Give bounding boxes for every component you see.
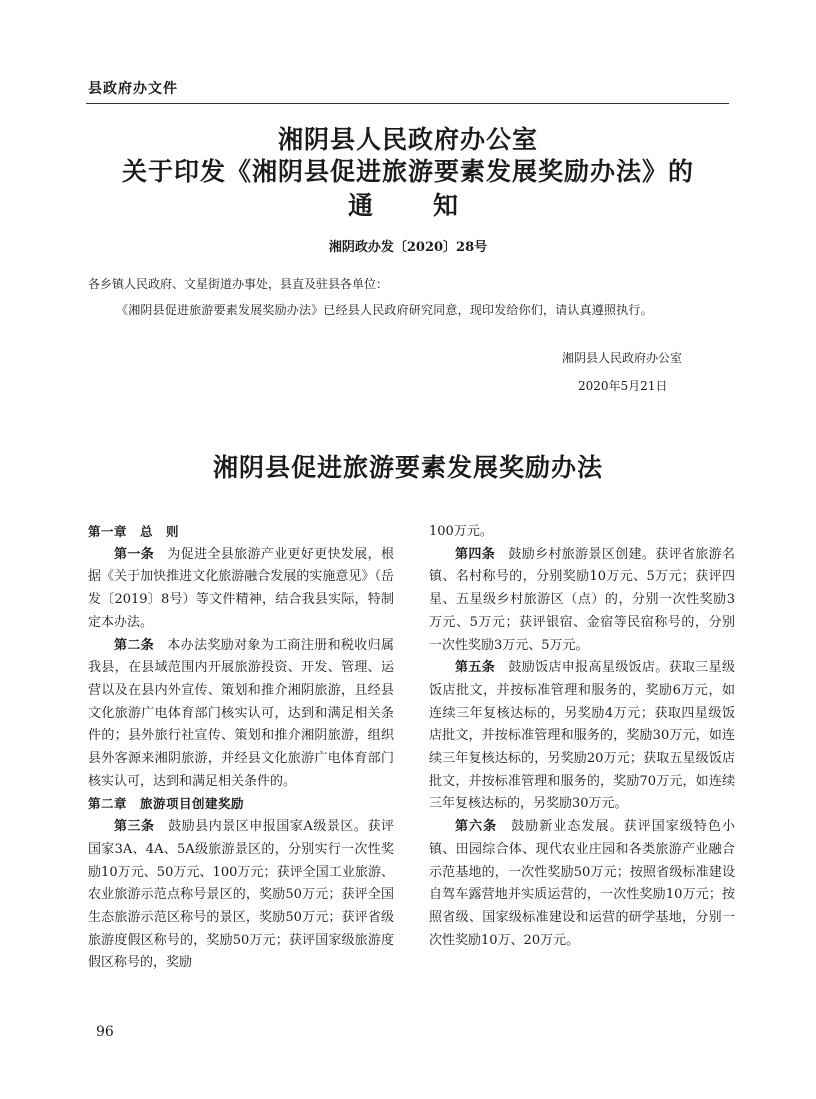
header-label: 县政府办文件 bbox=[88, 81, 178, 97]
article-text: 鼓励乡村旅游景区创建。获评省旅游名镇、名村称号的，分别奖励10万元、5万元；获评四星、五星级乡村旅游区（点）的，分别一次性奖励3万元、5万元；获评银宿、金宿等民宿称号的，分别一次性奖励3万元、5万元。 bbox=[429, 546, 735, 653]
document-number: 湘阴政办发〔2020〕28号 bbox=[328, 240, 488, 255]
recipients: 各乡镇人民政府、文星街道办事处，县直及驻县各单位： bbox=[88, 277, 389, 291]
article-label: 第六条 bbox=[455, 819, 498, 835]
notice-title-line1: 湘阴县人民政府办公室 bbox=[277, 125, 538, 154]
chapter-heading: 第二章 旅游项目创建奖励 bbox=[88, 796, 245, 812]
notice-title-line3: 通知 bbox=[347, 191, 518, 220]
article-continuation: 100万元。 bbox=[429, 524, 493, 539]
article-paragraph bbox=[88, 816, 394, 975]
signature-organization: 湘阴县人民政府办公室 bbox=[562, 351, 683, 365]
article-label: 第四条 bbox=[455, 546, 496, 562]
header-divider bbox=[86, 103, 729, 104]
article-paragraph bbox=[88, 635, 394, 794]
article-label: 第一条 bbox=[114, 546, 155, 562]
article-text: 鼓励饭店申报高星级饭店。获取三星级饭店批文，并按标准管理和服务的，奖励6万元，如连续三年复核达标的，另奖励4万元；获取四星级饭店批文，并按标准管理和服务的，奖励30万元，如连续三年复核达标的，另奖励20万元；获取五星级饭店批文，并按标准管理和服务的，奖励70万元，如连续三年复核达标的，另奖励30万元。 bbox=[429, 660, 735, 812]
chapter-heading: 第一章 总 则 bbox=[88, 524, 180, 539]
page-number: 96 bbox=[96, 1024, 114, 1040]
right-column bbox=[429, 521, 735, 952]
article-paragraph bbox=[429, 657, 735, 816]
article-label: 第五条 bbox=[455, 660, 496, 676]
article-label: 第二条 bbox=[114, 637, 155, 653]
article-paragraph bbox=[429, 544, 735, 658]
article-label: 第三条 bbox=[114, 819, 155, 835]
article-paragraph bbox=[88, 544, 394, 635]
notice-body: 《湘阴县促进旅游要素发展奖励办法》已经县人民政府研究同意，现印发给你们，请认真遵照执行。 bbox=[116, 303, 653, 317]
signature-date: 2020年5月21日 bbox=[578, 379, 668, 393]
left-column bbox=[88, 521, 394, 975]
article-text: 鼓励县内景区申报国家A级景区。获评国家3A、4A、5A级旅游景区的，分别实行一次性奖励10万元、50万元、100万元；获评全国工业旅游、农业旅游示范点称号景区的，奖励50万元；获评全国生态旅游示范区称号的景区，奖励50万元；获评省级旅游度假区称号的，奖励50万元；获评国家级旅游度假区称号的，奖励 bbox=[88, 819, 394, 971]
article-paragraph bbox=[429, 816, 735, 952]
measures-title: 湘阴县促进旅游要素发展奖励办法 bbox=[212, 453, 603, 482]
article-text: 鼓励新业态发展。获评国家级特色小镇、田园综合体、现代农业庄园和各类旅游产业融合示范基地的，一次性奖励50万元；按照省级标准建设自驾车露营地并实质运营的，一次性奖励10万元；按照省级、国家级标准建设和运营的研学基地，分别一次性奖励10万、20万元。 bbox=[429, 819, 735, 948]
article-text: 为促进全县旅游产业更好更快发展，根据《关于加快推进文化旅游融合发展的实施意见》（岳发〔2019〕8号）等文件精神，结合我县实际，特制定本办法。 bbox=[88, 546, 394, 630]
article-text: 本办法奖励对象为工商注册和税收归属我县，在县域范围内开展旅游投资、开发、管理、运营以及在县内外宣传、策划和推介湘阴旅游，且经县文化旅游广电体育部门核实认可，达到和满足相关条件的；县外旅行社宣传、策划和推介湘阴旅游，组织县外客源来湘阴旅游，并经县文化旅游广电体育部门核实认可，达到和满足相关条件的。 bbox=[88, 637, 394, 789]
notice-title-line2: 关于印发《湘阴县促进旅游要素发展奖励办法》的 bbox=[121, 157, 694, 186]
